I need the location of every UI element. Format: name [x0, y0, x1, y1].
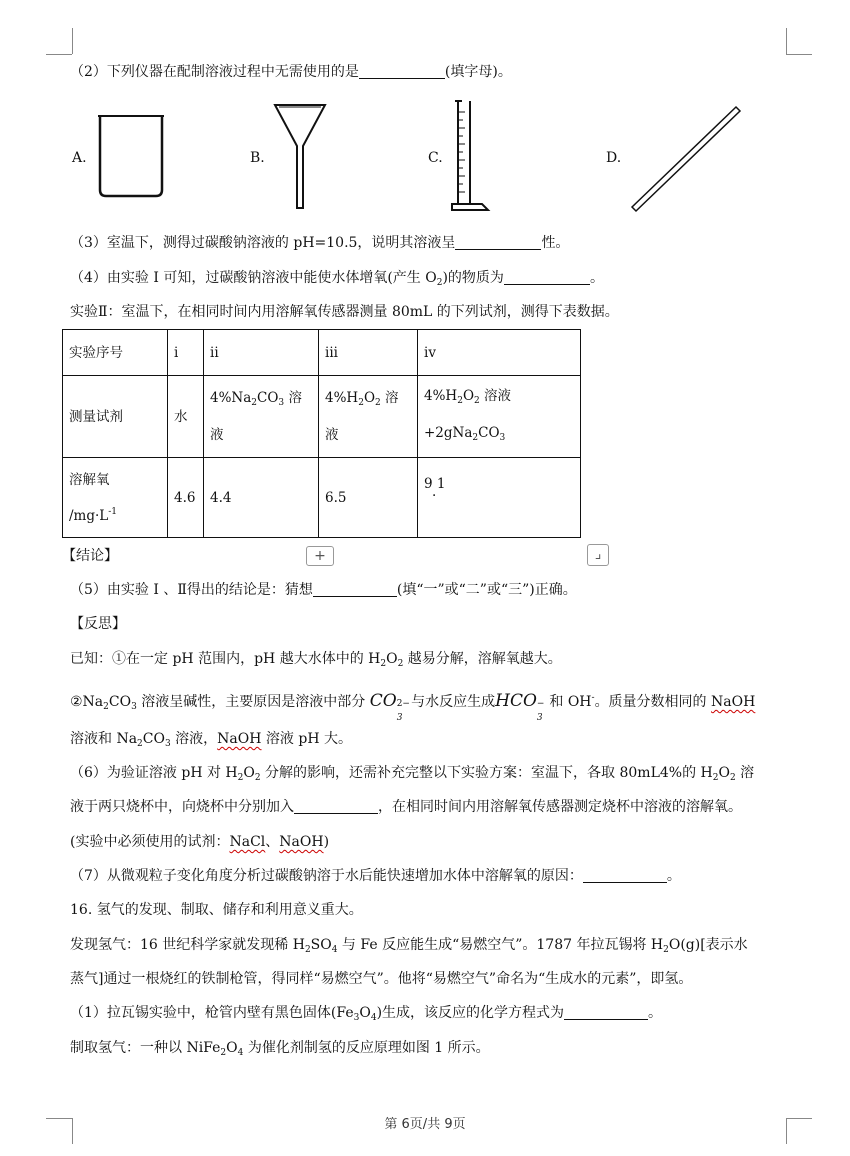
graduated-cylinder-icon — [450, 98, 492, 216]
table-cell: 4.4 — [204, 458, 319, 538]
option-c-label: C. — [428, 150, 443, 166]
funnel-icon — [272, 102, 328, 212]
page-number: 第 6页/共 9页 — [384, 1117, 466, 1132]
hydrogen-production-paragraph: 制取氢气：一种以 $NiFe_2O_4$ 为催化剂制氢的反应原理如图 1 所示。 — [70, 1040, 490, 1058]
known-fact-2-continued: 溶液和 $Na_2CO_3$ 溶液，NaOH 溶液 pH 大。 — [70, 731, 352, 749]
beaker-icon — [94, 112, 168, 202]
question-5: （5）由实验 I 、Ⅱ得出的结论是：猜想 (填“一”或“二”或“三”)正确。 — [70, 582, 577, 598]
table-cell: 6.5 — [319, 458, 418, 538]
answer-blank[interactable] — [504, 270, 590, 285]
option-a-label: A. — [72, 150, 87, 166]
question-4: （4）由实验 I 可知，过碳酸钠溶液中能使水体增氧(产生 $O_2$)的物质为 。 — [70, 270, 604, 288]
row-label: 测量试剂 — [63, 376, 168, 458]
glass-rod-icon — [628, 103, 742, 213]
results-table — [62, 329, 581, 538]
table-cell: $4\%H_2O_2$ 溶 液 — [319, 376, 418, 458]
row-label: 溶解氧 $/mg\cdot L^{-1}$ — [63, 458, 168, 538]
answer-blank[interactable] — [455, 235, 541, 250]
discovery-paragraph: 发现氢气：16 世纪科学家就发现稀 $H_2SO_4$ 与 Fe 反应能生成“易燃空气”。1787 年拉瓦锡将 $H_2O(g)$[表示水 — [70, 937, 748, 955]
reflection-heading: 【反思】 — [70, 616, 126, 632]
answer-blank[interactable] — [313, 582, 397, 597]
add-row-button[interactable]: + — [306, 546, 334, 566]
question-6: （6）为验证溶液 pH 对 $H_2O_2$ 分解的影响，还需补充完整以下实验方案：室温下，各取 80mL4%的 $H_2O_2$ 溶 — [70, 765, 755, 783]
experiment-2-intro: 实验Ⅱ：室温下，在相同时间内用溶解氧传感器测量 80mL 的下列试剂，测得下表数据。 — [70, 304, 619, 320]
question-16-1: （1）拉瓦锡实验中，枪管内壁有黑色固体$(Fe_3O_4)$生成，该反应的化学方程式为 。 — [70, 1005, 663, 1023]
bicarbonate-formula: HCO − 3 — [495, 691, 545, 723]
question-6-line-3: (实验中必须使用的试剂：NaCl、NaOH) — [70, 834, 330, 850]
table-cell: 水 — [168, 376, 204, 458]
table-row — [63, 330, 581, 376]
question-7: （7）从微观粒子变化角度分析过碳酸钠溶于水后能快速增加水体中溶解氧的原因： 。 — [70, 868, 681, 884]
header-cell: iii — [319, 330, 418, 376]
header-cell: ii — [204, 330, 319, 376]
header-cell: iv — [418, 330, 581, 376]
answer-blank[interactable] — [564, 1005, 648, 1020]
carbonate-formula: CO 2− 3 — [369, 691, 410, 723]
option-d-label: D. — [606, 150, 622, 166]
table-cell: $4\%Na_2CO_3$ 溶 液 — [204, 376, 319, 458]
option-b-label: B. — [250, 150, 265, 166]
table-resize-handle[interactable]: ⌟ — [587, 544, 609, 566]
discovery-paragraph-line-2: 蒸气]通过一根烧红的铁制枪管，得同样“易燃空气”。他将“易燃空气”命名为“生成水的元素”，即氢。 — [70, 971, 693, 987]
known-fact-2: $②Na_2CO_3$ 溶液呈碱性，主要原因是溶液中部分 CO 2− 3 与水反应生成HCO − 3 和 OH-。质量分数相同的 NaOH — [70, 691, 756, 723]
table-row — [63, 376, 581, 458]
question-2: （2）下列仪器在配制溶液过程中无需使用的是 (填字母)。 — [70, 64, 512, 80]
table-cell: $4\%H_2O_2$ 溶液 $+2gNa_2CO_3$ — [418, 376, 581, 458]
table-cell: 9 1 · — [418, 458, 581, 538]
conclusion-heading: 【结论】 — [62, 548, 118, 564]
answer-blank[interactable] — [583, 868, 667, 883]
table-cell: 4.6 — [168, 458, 204, 538]
known-fact-1: 已知：①在一定 pH 范围内，pH 越大水体中的 $H_2O_2$ 越易分解，溶解氧越大。 — [70, 651, 562, 669]
question-16: 16. 氢气的发现、制取、储存和利用意义重大。 — [70, 902, 363, 918]
table-row — [63, 458, 581, 538]
answer-blank[interactable] — [294, 799, 378, 814]
header-cell: 实验序号 — [63, 330, 168, 376]
question-6-line-2: 液于两只烧杯中，向烧杯中分别加入 ，在相同时间内用溶解氧传感器测定烧杯中溶液的溶解氧。 — [70, 799, 742, 815]
question-3: （3）室温下，测得过碳酸钠溶液的 pH=10.5，说明其溶液呈 性。 — [70, 235, 570, 251]
header-cell: i — [168, 330, 204, 376]
answer-blank[interactable] — [359, 64, 445, 79]
